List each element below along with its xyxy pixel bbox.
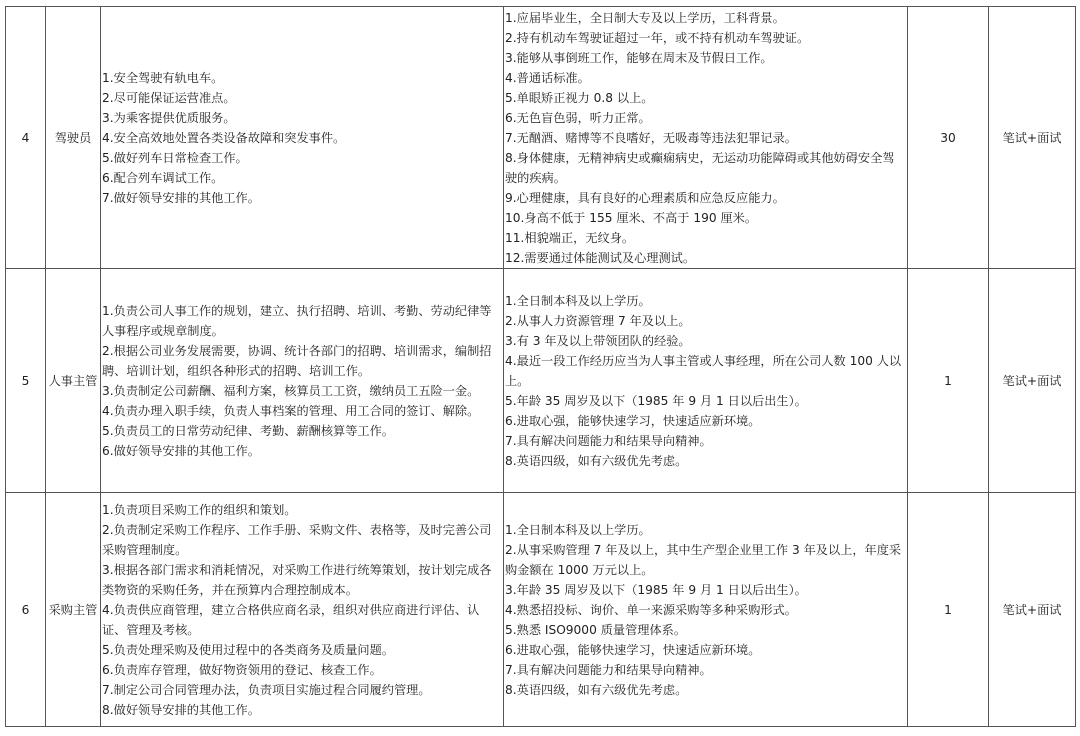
requirement-item: 4.最近一段工作经历应当为人事主管或人事经理，所在公司人数 100 人以上。 bbox=[505, 353, 902, 388]
requirement-item: 11.相貌端正，无纹身。 bbox=[505, 230, 635, 245]
requirement-item: 8.英语四级，如有六级优先考虑。 bbox=[505, 682, 688, 697]
table-row bbox=[6, 7, 1076, 269]
job-title: 人事主管 bbox=[46, 269, 101, 493]
assessment-method: 笔试+面试 bbox=[989, 7, 1076, 269]
requirement-item: 2.从事人力资源管理 7 年及以上。 bbox=[505, 313, 691, 328]
duty-item: 4.安全高效地处置各类设备故障和突发事件。 bbox=[102, 130, 346, 145]
row-number: 5 bbox=[6, 269, 46, 493]
job-title: 采购主管 bbox=[46, 493, 101, 727]
job-requirements bbox=[504, 269, 908, 493]
job-duties bbox=[101, 269, 504, 493]
duty-item: 7.做好领导安排的其他工作。 bbox=[102, 190, 260, 205]
requirement-item: 7.具有解决问题能力和结果导向精神。 bbox=[505, 662, 712, 677]
job-title: 驾驶员 bbox=[46, 7, 101, 269]
duty-item: 3.为乘客提供优质服务。 bbox=[102, 110, 236, 125]
requirement-item: 7.具有解决问题能力和结果导向精神。 bbox=[505, 433, 712, 448]
row-number: 6 bbox=[6, 493, 46, 727]
duty-item: 5.做好列车日常检查工作。 bbox=[102, 150, 248, 165]
requirement-item: 6.无色盲色弱，听力正常。 bbox=[505, 110, 651, 125]
duty-item: 2.根据公司业务发展需要，协调、统计各部门的招聘、培训需求，编制招聘、培训计划，组织各种形式的招聘、培训工作。 bbox=[102, 343, 492, 378]
job-requirements bbox=[504, 7, 908, 269]
table-row bbox=[6, 493, 1076, 727]
duty-item: 3.根据各部门需求和消耗情况，对采购工作进行统筹策划，按计划完成各类物资的采购任务，并在预算内合理控制成本。 bbox=[102, 562, 492, 597]
requirement-item: 5.单眼矫正视力 0.8 以上。 bbox=[505, 90, 654, 105]
duty-item: 4.负责供应商管理，建立合格供应商名录，组织对供应商进行评估、认证、管理及考核。 bbox=[102, 602, 480, 637]
requirement-item: 1.全日制本科及以上学历。 bbox=[505, 293, 651, 308]
headcount: 30 bbox=[908, 7, 989, 269]
row-number: 4 bbox=[6, 7, 46, 269]
requirement-item: 1.应届毕业生，全日制大专及以上学历，工科背景。 bbox=[505, 10, 785, 25]
job-duties bbox=[101, 493, 504, 727]
duty-item: 2.负责制定采购工作程序、工作手册、采购文件、表格等，及时完善公司采购管理制度。 bbox=[102, 522, 492, 557]
duty-item: 1.安全驾驶有轨电车。 bbox=[102, 70, 224, 85]
headcount: 1 bbox=[908, 269, 989, 493]
requirement-item: 12.需要通过体能测试及心理测试。 bbox=[505, 250, 696, 265]
duty-item: 6.配合列车调试工作。 bbox=[102, 170, 224, 185]
requirement-item: 9.心理健康，具有良好的心理素质和应急反应能力。 bbox=[505, 190, 785, 205]
requirement-item: 4.普通话标准。 bbox=[505, 70, 590, 85]
requirement-item: 8.身体健康，无精神病史或癫痫病史，无运动功能障碍或其他妨碍安全驾驶的疾病。 bbox=[505, 150, 895, 185]
duty-item: 5.负责处理采购及使用过程中的各类商务及质量问题。 bbox=[102, 642, 394, 657]
duty-item: 6.负责库存管理，做好物资领用的登记、核查工作。 bbox=[102, 662, 382, 677]
duty-item: 3.负责制定公司薪酬、福利方案，核算员工工资，缴纳员工五险一金。 bbox=[102, 383, 480, 398]
job-requirements bbox=[504, 493, 908, 727]
requirement-item: 8.英语四级，如有六级优先考虑。 bbox=[505, 453, 688, 468]
requirement-item: 2.从事采购管理 7 年及以上，其中生产型企业里工作 3 年及以上，年度采购金额在 1000 万元以上。 bbox=[505, 542, 902, 577]
duty-item: 4.负责办理入职手续，负责人事档案的管理、用工合同的签订、解除。 bbox=[102, 403, 480, 418]
duty-item: 1.负责项目采购工作的组织和策划。 bbox=[102, 502, 297, 517]
job-duties bbox=[101, 7, 504, 269]
requirement-item: 5.年龄 35 周岁及以下（1985 年 9 月 1 日以后出生）。 bbox=[505, 393, 807, 408]
requirement-item: 1.全日制本科及以上学历。 bbox=[505, 522, 651, 537]
requirement-item: 3.有 3 年及以上带领团队的经验。 bbox=[505, 333, 691, 348]
duty-item: 8.做好领导安排的其他工作。 bbox=[102, 702, 260, 717]
duty-item: 2.尽可能保证运营准点。 bbox=[102, 90, 236, 105]
requirement-item: 6.进取心强，能够快速学习，快速适应新环境。 bbox=[505, 413, 761, 428]
job-table bbox=[5, 6, 1076, 727]
duty-item: 1.负责公司人事工作的规划，建立、执行招聘、培训、考勤、劳动纪律等人事程序或规章制度。 bbox=[102, 303, 492, 338]
requirement-item: 5.熟悉 ISO9000 质量管理体系。 bbox=[505, 622, 687, 637]
requirement-item: 3.年龄 35 周岁及以下（1985 年 9 月 1 日以后出生）。 bbox=[505, 582, 807, 597]
duty-item: 5.负责员工的日常劳动纪律、考勤、薪酬核算等工作。 bbox=[102, 423, 394, 438]
requirement-item: 3.能够从事倒班工作，能够在周末及节假日工作。 bbox=[505, 50, 773, 65]
headcount: 1 bbox=[908, 493, 989, 727]
table-row bbox=[6, 269, 1076, 493]
requirement-item: 6.进取心强，能够快速学习，快速适应新环境。 bbox=[505, 642, 761, 657]
assessment-method: 笔试+面试 bbox=[989, 269, 1076, 493]
requirement-item: 7.无酗酒、赌博等不良嗜好，无吸毒等违法犯罪记录。 bbox=[505, 130, 797, 145]
requirement-item: 2.持有机动车驾驶证超过一年，或不持有机动车驾驶证。 bbox=[505, 30, 810, 45]
requirement-item: 4.熟悉招投标、询价、单一来源采购等多种采购形式。 bbox=[505, 602, 797, 617]
duty-item: 6.做好领导安排的其他工作。 bbox=[102, 443, 260, 458]
requirement-item: 10.身高不低于 155 厘米、不高于 190 厘米。 bbox=[505, 210, 758, 225]
duty-item: 7.制定公司合同管理办法，负责项目实施过程合同履约管理。 bbox=[102, 682, 431, 697]
assessment-method: 笔试+面试 bbox=[989, 493, 1076, 727]
